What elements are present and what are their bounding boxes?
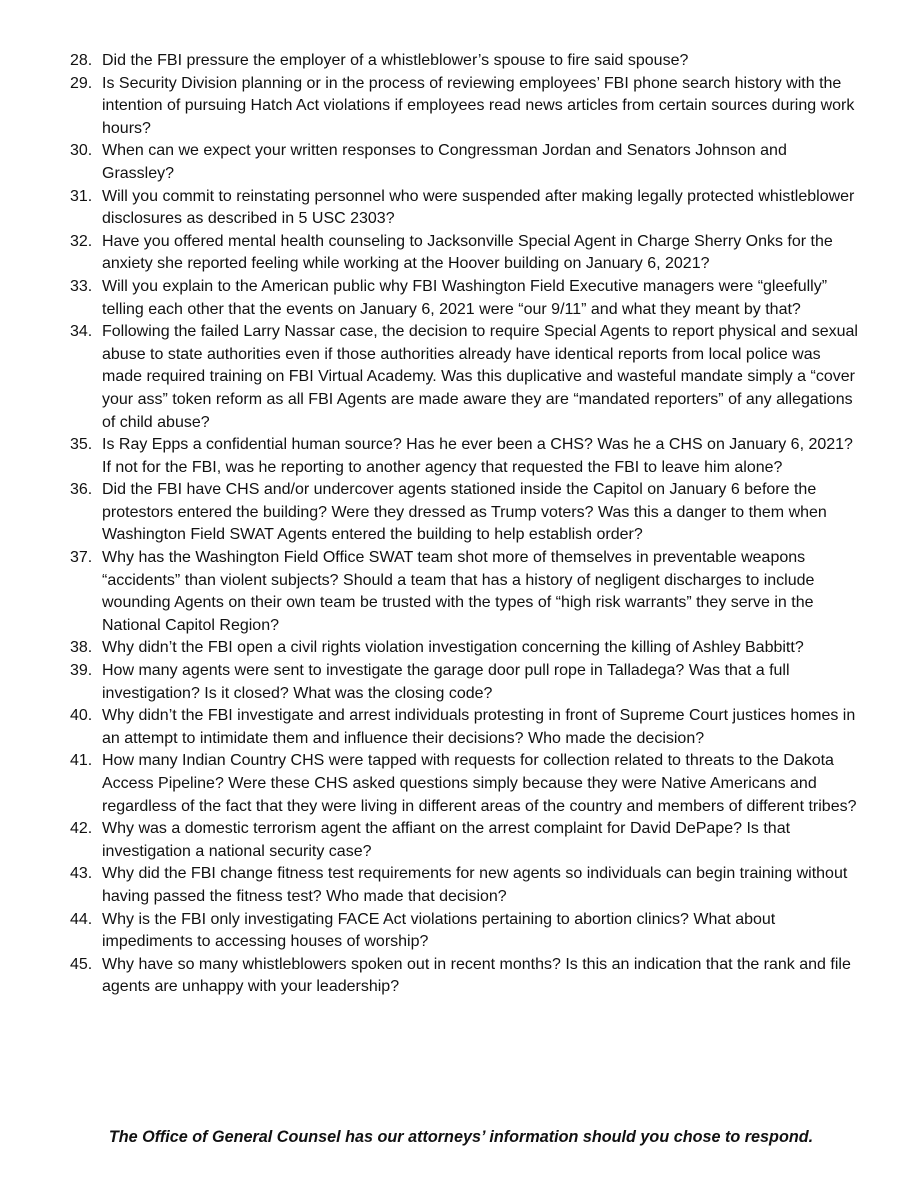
question-number: 33.: [70, 277, 93, 295]
closing-note: The Office of General Counsel has our attorneys’ information should you chose to respond.: [108, 1128, 814, 1146]
question-text: Why have so many whistleblowers spoken out in recent months? Is this an indication that the rank and file agents are unhappy with your leadership?: [102, 955, 851, 996]
question-text: How many agents were sent to investigate the garage door pull rope in Talladega? Was that a full investigation? Is it closed? What was the closing code?: [102, 662, 790, 702]
question-item: [70, 954, 860, 999]
question-text: Why did the FBI change fitness test requirements for new agents so individuals can begin training without having passed the fitness test? Who made that decision?: [102, 865, 848, 905]
question-number: 41.: [70, 752, 93, 770]
question-number: 36.: [70, 481, 93, 499]
question-text: Will you commit to reinstating personnel who were suspended after making legally protected whistleblower disclosures as described in 5 USC 2303?: [102, 187, 855, 228]
question-item: [70, 863, 860, 908]
question-number: 42.: [70, 820, 93, 838]
question-number: 32.: [70, 232, 93, 250]
question-text: Why has the Washington Field Office SWAT team shot more of themselves in preventable weapons “accidents” than violent subjects? Should a team that has a history of negligent discharges to include wounding Agents on their own team be trusted with the types of “high risk warrants” they serve in the National Capitol Region?: [102, 549, 815, 634]
question-number: 39.: [70, 662, 93, 680]
question-text: When can we expect your written responses to Congressman Jordan and Senators Johnson and Grassley?: [102, 142, 787, 182]
question-number: 35.: [70, 436, 93, 454]
question-text: Why is the FBI only investigating FACE Act violations pertaining to abortion clinics? What about impediments to accessing houses of worship?: [102, 910, 776, 951]
question-number: 28.: [70, 52, 93, 69]
question-item: [70, 321, 860, 434]
question-text: Is Security Division planning or in the process of reviewing employees’ FBI phone search history with the intention of pursuing Hatch Act violations if employees read news articles from certain sources during work hours?: [102, 74, 855, 137]
question-number: 40.: [70, 707, 93, 725]
question-item: [70, 547, 860, 637]
question-number: 37.: [70, 549, 93, 567]
question-text: Will you explain to the American public why FBI Washington Field Executive managers were “gleefully” telling each other that the events on January 6, 2021 were “our 9/11” and what they meant by that?: [102, 277, 828, 318]
question-number: 43.: [70, 865, 93, 883]
question-text: Have you offered mental health counseling to Jacksonville Special Agent in Charge Sherry Onks for the anxiety she reported feeling while working at the Hoover building on January 6, 2021?: [102, 232, 833, 273]
question-text: Did the FBI have CHS and/or undercover agents stationed inside the Capitol on January 6 before the protestors entered the building? Were they dressed as Trump voters? Was this a danger to them when Washington Field SWAT Agents entered the building to help establish order?: [102, 481, 827, 544]
question-number: 34.: [70, 323, 93, 341]
question-text: Following the failed Larry Nassar case, the decision to require Special Agents to report physical and sexual abuse to state authorities even if those authorities already have identical reports from local police was made required training on FBI Virtual Academy. Was this duplicative and wasteful mandate simply a “cover your ass” token reform as all FBI Agents are made aware they are “mandated reporters” of any allegations of child abuse?: [102, 323, 858, 431]
question-item: [70, 750, 860, 818]
question-item: [70, 479, 860, 547]
question-item: [70, 434, 860, 479]
question-number: 29.: [70, 74, 93, 92]
question-item: [70, 231, 860, 276]
question-item: [70, 660, 860, 705]
question-text: Why didn’t the FBI investigate and arrest individuals protesting in front of Supreme Court justices homes in an attempt to intimidate them and influence their decisions? Who made the decision?: [102, 707, 856, 747]
question-list: [70, 50, 860, 999]
question-text: Is Ray Epps a confidential human source? Has he ever been a CHS? Was he a CHS on January 6, 2021? If not for the FBI, was he reporting to another agency that requested the FBI to leave him alone?: [102, 436, 853, 476]
question-text: How many Indian Country CHS were tapped with requests for collection related to threats to the Dakota Access Pipeline? Were these CHS asked questions simply because they were Native Americans and regardless of the fact that they were living in different areas of the country and members of different tribes?: [102, 752, 857, 815]
question-number: 44.: [70, 910, 93, 928]
question-item: [70, 73, 860, 141]
question-text: Did the FBI pressure the employer of a whistleblower’s spouse to fire said spouse?: [102, 52, 689, 69]
question-number: 45.: [70, 955, 93, 973]
question-item: [70, 50, 860, 73]
question-item: [70, 140, 860, 185]
question-item: [70, 637, 860, 660]
question-text: Why was a domestic terrorism agent the affiant on the arrest complaint for David DePape? Is that investigation a national security case?: [102, 820, 791, 860]
question-item: [70, 818, 860, 863]
question-number: 38.: [70, 639, 93, 657]
question-item: [70, 909, 860, 954]
question-text: Why didn’t the FBI open a civil rights violation investigation concerning the killing of Ashley Babbitt?: [102, 639, 804, 657]
question-number: 31.: [70, 187, 93, 205]
question-item: [70, 276, 860, 321]
question-number: 30.: [70, 142, 93, 160]
question-item: [70, 705, 860, 750]
question-item: [70, 186, 860, 231]
